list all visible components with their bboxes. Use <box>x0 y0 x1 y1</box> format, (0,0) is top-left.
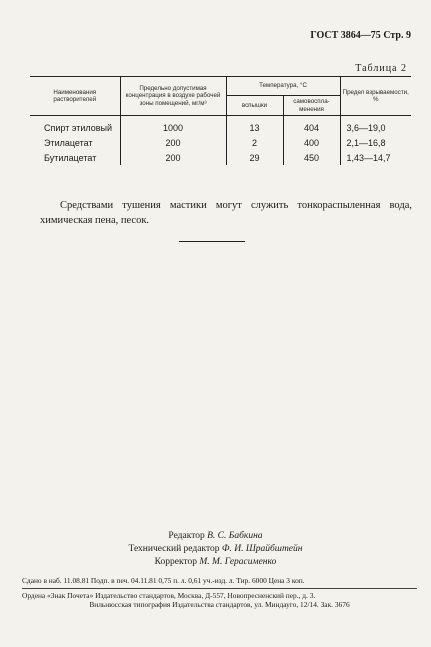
credit-editor <box>0 530 431 543</box>
cell-concentration: 1000 <box>120 116 226 136</box>
header-flash: вспышки <box>226 96 283 116</box>
header-name: Наименования растворителей <box>30 77 120 116</box>
standard-number: ГОСТ 3864—75 <box>310 30 381 41</box>
cell-name: Спирт этиловый <box>44 122 113 133</box>
cell-name: Этилацетат <box>44 137 93 148</box>
cell-autoignition: 400 <box>283 135 340 150</box>
credit-role: Корректор <box>154 557 197 567</box>
credit-technical-editor <box>0 543 431 556</box>
header-concentration: Предельно допустимая концентрация в воздухе рабочей зоны помещений, мг/м³ <box>120 77 226 116</box>
cell-name: Бутилацетат <box>44 152 97 163</box>
table-row <box>30 150 411 165</box>
solvents-table <box>30 76 411 165</box>
cell-limit: 1,43—14,7 <box>340 150 411 165</box>
credit-person: В. С. Бабкина <box>207 531 263 541</box>
imprint-printer: Вильнюсская типография Издательства стандартов, ул. Миндауго, 12/14. Зак. 3676 <box>89 600 350 609</box>
table-row <box>30 116 411 136</box>
cell-concentration: 200 <box>120 135 226 150</box>
extinguishing-paragraph: Средствами тушения мастики могут служить тонкораспыленная вода, химическая пена, песок. <box>40 199 412 226</box>
imprint-print-details: Сдано в наб. 11.08.81 Подп. в печ. 04.11.81 0,75 п. л. 0,61 уч.-изд. л. Тир. 6000 Цена 3 коп. <box>22 576 305 585</box>
credits-block <box>0 530 431 569</box>
end-divider <box>179 241 245 242</box>
table-caption: Таблица 2 <box>355 63 407 74</box>
cell-limit: 2,1—16,8 <box>340 135 411 150</box>
header-explosive-limit: Предел взрываемости, % <box>340 77 411 116</box>
credit-person: М. М. Герасименко <box>199 557 277 567</box>
cell-limit: 3,6—19,0 <box>340 116 411 136</box>
cell-concentration: 200 <box>120 150 226 165</box>
cell-flash: 29 <box>226 150 283 165</box>
cell-autoignition: 450 <box>283 150 340 165</box>
credit-person: Ф. И. Шрайбштейн <box>221 544 303 554</box>
cell-flash: 13 <box>226 116 283 136</box>
table-row <box>30 135 411 150</box>
cell-autoignition: 404 <box>283 116 340 136</box>
credit-role: Технический редактор <box>128 544 220 554</box>
cell-flash: 2 <box>226 135 283 150</box>
credit-proofreader <box>0 556 431 569</box>
imprint-publisher: Ордена «Знак Почета» Издательство стандартов, Москва, Д-557, Новопресненский пер., д. 3. <box>22 591 316 600</box>
page-header <box>310 30 411 41</box>
header-temperature: Температура, °С <box>226 77 340 96</box>
header-autoignition: самовоспла-менения <box>283 96 340 116</box>
credit-role: Редактор <box>168 531 205 541</box>
page-number: Стр. 9 <box>383 30 411 41</box>
imprint-block <box>22 576 417 609</box>
imprint-divider <box>22 588 417 589</box>
